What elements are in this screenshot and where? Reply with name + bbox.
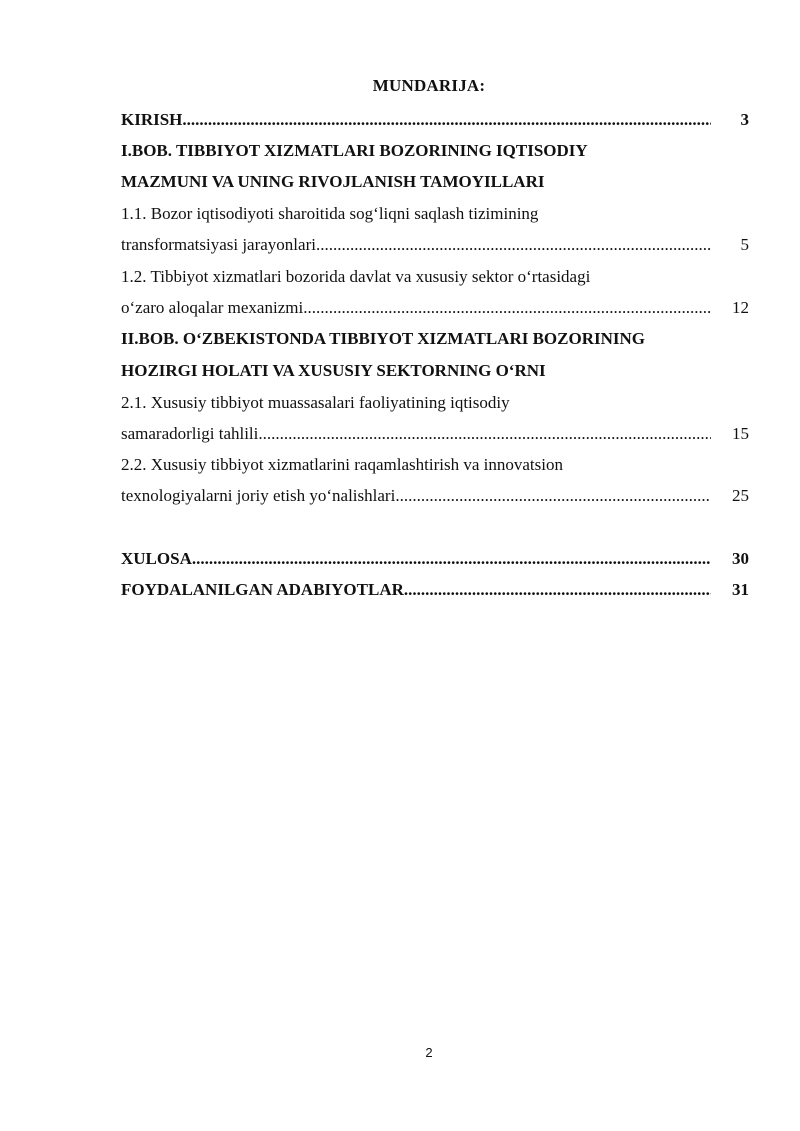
toc-section-1-1-line-1: 1.1. Bozor iqtisodiyoti sharoitida sog‘liqni saqlash tizimining <box>121 204 539 223</box>
dot-leader <box>395 486 711 506</box>
toc-entry-label: KIRISH <box>121 110 183 129</box>
page-number: 2 <box>425 1045 433 1060</box>
toc-chapter-2-line-2: HOZIRGI HOLATI VA XUSUSIY SEKTORNING O‘RNI <box>121 361 546 380</box>
toc-entry-label: FOYDALANILGAN ADABIYOTLAR <box>121 580 404 599</box>
toc-entry-intro <box>121 110 749 130</box>
toc-section-2-2-line-1: 2.2. Xususiy tibbiyot xizmatlarini raqamlashtirish va innovatsion <box>121 455 563 474</box>
toc-section-2-1-line-1: 2.1. Xususiy tibbiyot muassasalari faoliyatining iqtisodiy <box>121 393 510 412</box>
toc-page-number: 12 <box>732 298 749 317</box>
toc-page-number: 25 <box>732 486 749 505</box>
toc-chapter-1-line-1: I.BOB. TIBBIYOT XIZMATLARI BOZORINING IQTISODIY <box>121 141 588 160</box>
toc-page-number: 15 <box>732 424 749 443</box>
dot-leader <box>316 235 711 255</box>
toc-chapter-2-line-1: II.BOB. O‘ZBEKISTONDA TIBBIYOT XIZMATLARI BOZORINING <box>121 329 645 348</box>
dot-leader <box>182 110 711 130</box>
toc-page-number: 31 <box>732 580 749 599</box>
toc-chapter-1-line-2: MAZMUNI VA UNING RIVOJLANISH TAMOYILLARI <box>121 172 545 191</box>
dot-leader <box>258 424 711 444</box>
toc-entry-label: samaradorligi tahlili <box>121 424 259 443</box>
dot-leader <box>192 549 711 569</box>
toc-entry-conclusion <box>121 549 749 569</box>
toc-page-number: 5 <box>740 235 749 254</box>
toc-entry-references <box>121 580 749 600</box>
toc-entry-section-1-2 <box>121 298 749 318</box>
toc-entry-label: XULOSA <box>121 549 192 568</box>
toc-entry-section-1-1 <box>121 235 749 255</box>
toc-page-number: 3 <box>740 110 749 129</box>
toc-page-number: 30 <box>732 549 749 568</box>
toc-entry-label: o‘zaro aloqalar mexanizmi <box>121 298 304 317</box>
toc-entry-label: texnologiyalarni joriy etish yo‘nalishlari <box>121 486 396 505</box>
dot-leader <box>303 298 711 318</box>
toc-entry-label: transformatsiyasi jarayonlari <box>121 235 316 254</box>
toc-title: MUNDARIJA: <box>372 76 486 95</box>
toc-section-1-2-line-1: 1.2. Tibbiyot xizmatlari bozorida davlat va xususiy sektor o‘rtasidagi <box>121 267 591 286</box>
dot-leader <box>404 580 711 600</box>
toc-entry-section-2-1 <box>121 424 749 444</box>
toc-entry-section-2-2 <box>121 486 749 506</box>
